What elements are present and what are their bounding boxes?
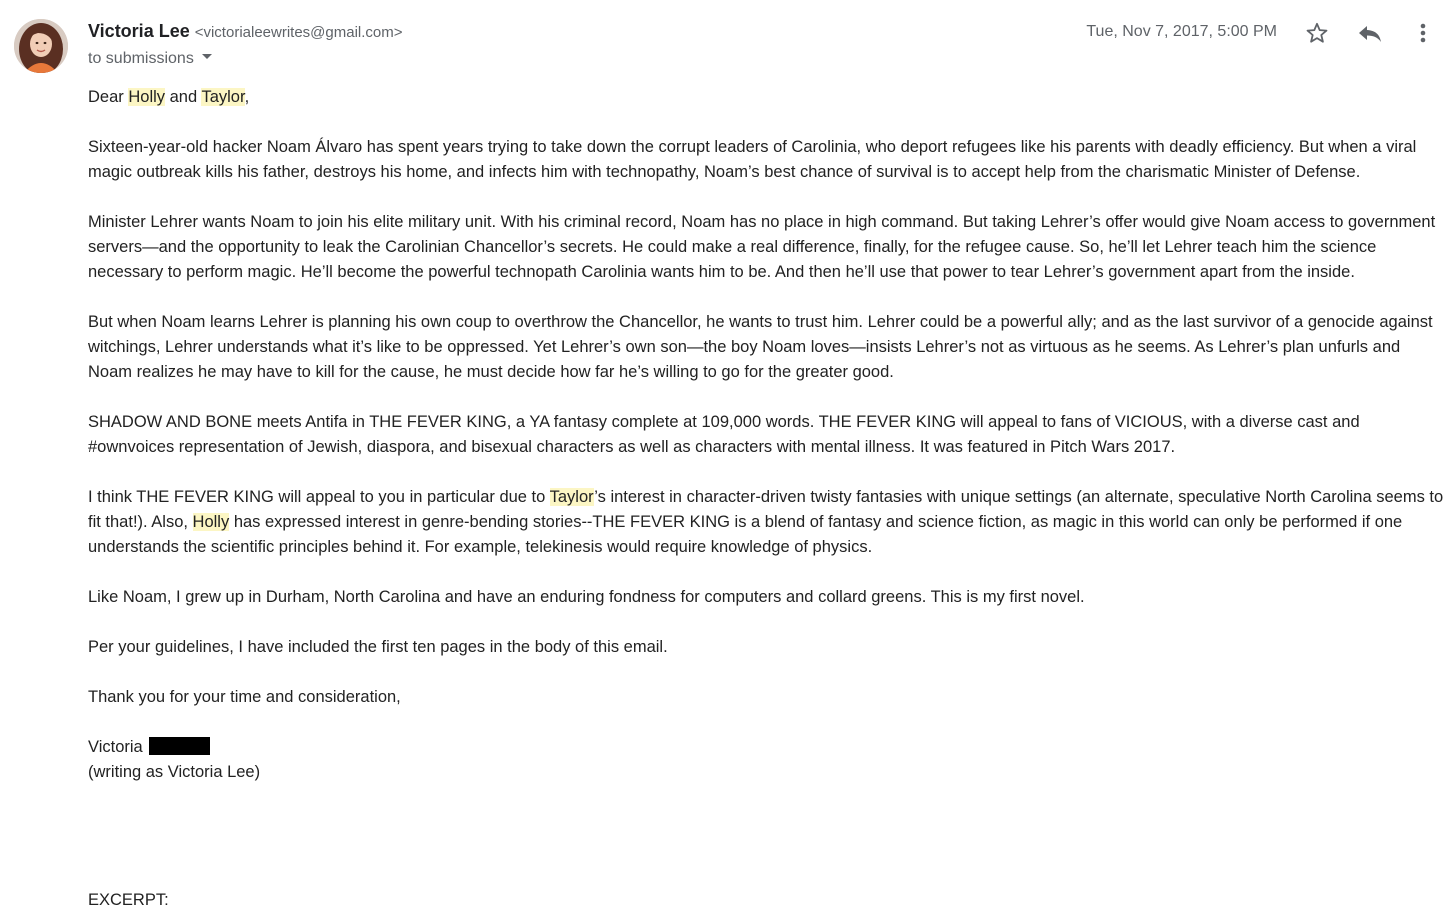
- message-date: Tue, Nov 7, 2017, 5:00 PM: [1086, 23, 1277, 40]
- redacted-surname: [149, 737, 210, 755]
- excerpt-heading: EXCERPT:: [88, 891, 169, 909]
- avatar-photo: [14, 19, 68, 73]
- caret-down-icon: [202, 54, 212, 59]
- avatar: [14, 19, 68, 73]
- greeting: [88, 85, 1448, 110]
- paragraph-lehrer-offer: Minister Lehrer wants Noam to join his elite military unit. With his criminal record, Noam has no place in high command. But taking Lehrer’s offer would give Noam access to government servers—and the opportunity to leak the Carolinian Chancellor’s secrets. He could make a real difference, finally, for the refugee cause. So, he’ll let Lehrer teach him the science necessary to perform magic. He’ll become the powerful technopath Carolinia wants him to be. And then he’ll use that power to tear Lehrer’s government apart from the inside.: [88, 213, 1436, 281]
- signature-first-name: Victoria: [88, 738, 143, 756]
- star-button[interactable]: [1302, 18, 1332, 48]
- sender-line: [88, 21, 403, 42]
- paragraph-bio: Like Noam, I grew up in Durham, North Carolina and have an enduring fondness for computers and collard greens. This is my first novel.: [88, 588, 1085, 606]
- sender-name[interactable]: Victoria Lee: [88, 21, 190, 41]
- paragraph-coup: But when Noam learns Lehrer is planning his own coup to overthrow the Chancellor, he wants to trust him. Lehrer could be a powerful ally; and as the last survivor of a genocide against witchings, Lehrer understands what it’s like to be oppressed. Yet Lehrer’s own son—the boy Noam loves—insists Lehrer’s not as virtuous as he seems. As Lehrer’s plan unfurls and Noam realizes he may have to kill for the cause, he must decide how far he’s willing to go for the greater good.: [88, 313, 1433, 381]
- greeting-mid: and: [165, 88, 202, 106]
- personalization-text-b: ’s interest in character-driven twisty fantasies with unique settings (an alternate, speculative North Carolina seems to fit that!). Also,: [88, 488, 1444, 531]
- highlight-holly: Holly: [192, 513, 230, 531]
- highlight-holly: Holly: [128, 88, 166, 106]
- greeting-prefix: Dear: [88, 88, 129, 106]
- personalization-text-a: I think THE FEVER KING will appeal to you in particular due to: [88, 488, 550, 506]
- more-options-button[interactable]: [1408, 18, 1438, 48]
- signature-name-line: [88, 735, 1448, 760]
- more-vert-icon: [1419, 21, 1427, 45]
- paragraph-guidelines: Per your guidelines, I have included the first ten pages in the body of this email.: [88, 638, 668, 656]
- greeting-suffix: ,: [244, 88, 250, 106]
- paragraph-comps: SHADOW AND BONE meets Antifa in THE FEVER KING, a YA fantasy complete at 109,000 words. THE FEVER KING will appeal to fans of VICIOUS, with a diverse cast and #ownvoices representation of Jewish, diaspora, and bisexual characters as well as characters with mental illness. It was featured in Pitch Wars 2017.: [88, 413, 1360, 456]
- star-icon: [1305, 21, 1329, 45]
- reply-icon: [1357, 21, 1383, 45]
- paragraph-premise: Sixteen-year-old hacker Noam Álvaro has spent years trying to take down the corrupt leaders of Carolinia, who deport refugees like his parents with deadly efficiency. But when a viral magic outbreak kills his father, destroys his home, and infects him with technopathy, Noam’s best chance of survival is to accept help from the charismatic Minister of Defense.: [88, 138, 1417, 181]
- paragraph-thanks: Thank you for your time and consideration,: [88, 688, 401, 706]
- email-body: [88, 85, 1448, 785]
- signature-pen-name: (writing as Victoria Lee): [88, 763, 261, 781]
- reply-button[interactable]: [1355, 18, 1385, 48]
- paragraph-personalization: [88, 485, 1448, 560]
- recipients-label: to submissions: [88, 50, 194, 67]
- highlight-taylor: Taylor: [201, 88, 245, 106]
- signature: [88, 735, 1448, 785]
- sender-email: <victorialeewrites@gmail.com>: [194, 24, 403, 41]
- personalization-text-c: has expressed interest in genre-bending stories--THE FEVER KING is a blend of fantasy and science fiction, as magic in this world can only be performed if one understands the scientific principles behind it. For example, telekinesis would require knowledge of physics.: [88, 513, 1403, 556]
- recipients-dropdown[interactable]: [88, 50, 212, 68]
- highlight-taylor: Taylor: [549, 488, 595, 506]
